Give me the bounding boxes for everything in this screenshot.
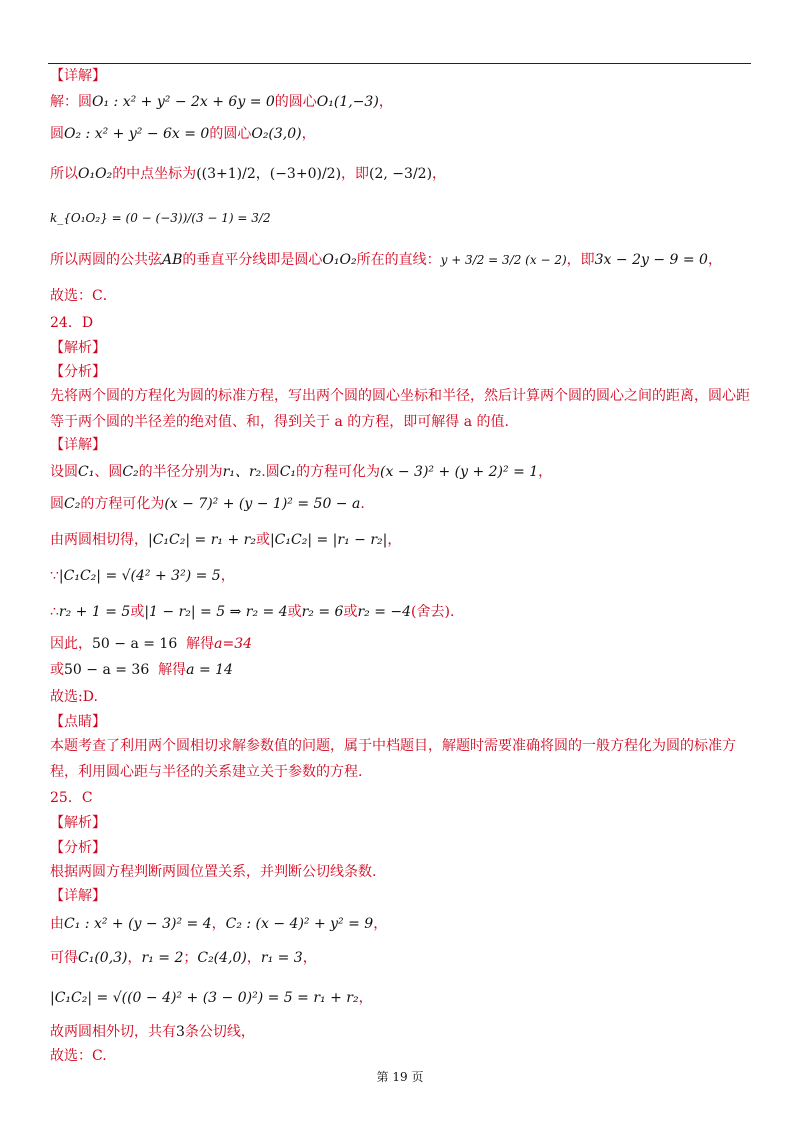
q23-line-1: 解：圆O₁ : x² + y² − 2x + 6y = 0的圆心O₁(1,−3)， <box>50 94 393 110</box>
q24-analysis-tag: 【解析】 <box>50 340 106 356</box>
q24-dianjing-tag: 【点睛】 <box>50 714 106 730</box>
q24-answer: 故选:D. <box>50 689 98 705</box>
q24-line-2: 圆C₂的方程可化为(x − 7)² + (y − 1)² = 50 − a. <box>50 496 365 512</box>
q24-line-7: 或50 − a = 36 解得a = 14 <box>50 662 233 678</box>
q25-fenxi-tag: 【分析】 <box>50 840 106 856</box>
q23-detail-tag: 【详解】 <box>50 68 106 84</box>
q24-line-1: 设圆C₁、圆C₂的半径分别为r₁、r₂.圆C₁的方程可化为(x − 3)² + (y + 2)² = 1， <box>50 464 553 480</box>
q25-line-4: 故两圆相外切，共有3条公切线， <box>50 1024 255 1040</box>
q25-fenxi-text: 根据两圆方程判断两圆位置关系，并判断公切线条数. <box>50 864 377 880</box>
q23-slope-formula: k_{O₁O₂} = (0 − (−3))/(3 − 1) = 3/2 <box>50 211 271 225</box>
q24-number: 24．D <box>50 315 94 331</box>
q24-line-5: ∴r₂ + 1 = 5或|1 − r₂| = 5 ⇒ r₂ = 4或r₂ = 6或r₂ = −4(舍去). <box>50 604 455 620</box>
q25-analysis-tag: 【解析】 <box>50 815 106 831</box>
q24-line-4: ∵|C₁C₂| = √(4² + 3²) = 5， <box>50 568 235 584</box>
q25-answer: 故选：C. <box>50 1048 107 1064</box>
q24-line-6: 因此，50 − a = 16 解得a=34 <box>50 636 253 652</box>
q25-line-1: 由C₁ : x² + (y − 3)² = 4，C₂ : (x − 4)² + y² = 9， <box>50 916 388 932</box>
q23-answer: 故选：C． <box>50 288 117 304</box>
q25-detail-tag: 【详解】 <box>50 888 106 904</box>
q25-line-2: 可得C₁(0,3)，r₁ = 2；C₂(4,0)，r₁ = 3， <box>50 950 317 966</box>
header-rule <box>48 63 751 64</box>
q24-fenxi-text: 先将两个圆的方程化为圆的标准方程，写出两个圆的圆心坐标和半径，然后计算两个圆的圆心之间的距离，圆心距等于两个圆的半径差的绝对值、和，得到关于 a 的方程，即可解得 a 的值. <box>50 388 750 430</box>
q24-line-3: 由两圆相切得，|C₁C₂| = r₁ + r₂或|C₁C₂| = |r₁ − r₂|， <box>50 532 402 548</box>
q24-detail-tag: 【详解】 <box>50 437 106 453</box>
q23-line-5: 所以两圆的公共弦AB的垂直平分线即是圆心O₁O₂所在的直线：y + 3/2 = 3/2 (x − 2)，即3x − 2y − 9 = 0， <box>50 252 722 268</box>
q23-line-3: 所以O₁O₂的中点坐标为((3+1)/2，(−3+0)/2)，即(2, −3/2)， <box>50 166 447 182</box>
q25-line-3: |C₁C₂| = √((0 − 4)² + (3 − 0)²) = 5 = r₁ + r₂， <box>50 990 373 1006</box>
q24-fenxi-tag: 【分析】 <box>50 364 106 380</box>
page-number: 第 19 页 <box>376 1070 424 1084</box>
q23-line-2: 圆O₂ : x² + y² − 6x = 0的圆心O₂(3,0)， <box>50 126 316 142</box>
q25-number: 25．C <box>50 790 93 806</box>
q24-dianjing-text: 本题考查了利用两个圆相切求解参数值的问题，属于中档题目，解题时需要准确将圆的一般方程化为圆的标准方程，利用圆心距与半径的关系建立关于参数的方程. <box>50 738 736 780</box>
